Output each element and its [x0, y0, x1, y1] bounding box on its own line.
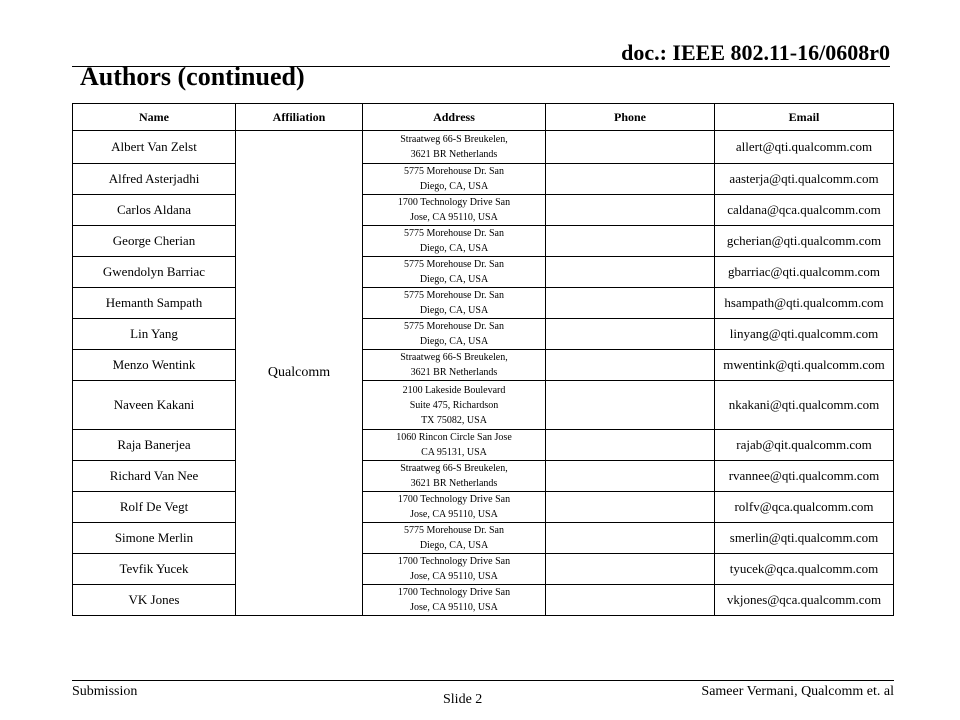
author-address — [363, 554, 546, 585]
author-email: caldana@qca.qualcomm.com — [715, 195, 894, 226]
author-name: George Cherian — [73, 226, 236, 257]
table-row — [73, 430, 894, 461]
table-row — [73, 319, 894, 350]
table-row — [73, 131, 894, 164]
table-row — [73, 492, 894, 523]
author-name: Simone Merlin — [73, 523, 236, 554]
author-email: smerlin@qti.qualcomm.com — [715, 523, 894, 554]
address-line: Diego, CA, USA — [419, 336, 489, 347]
author-phone — [546, 492, 715, 523]
author-phone — [546, 430, 715, 461]
author-name: Albert Van Zelst — [73, 131, 236, 164]
author-phone — [546, 288, 715, 319]
author-phone — [546, 319, 715, 350]
author-address — [363, 288, 546, 319]
author-address — [363, 257, 546, 288]
table-row — [73, 523, 894, 554]
author-phone — [546, 195, 715, 226]
document-id: doc.: IEEE 802.11-16/0608r0 — [621, 40, 890, 65]
author-email: hsampath@qti.qualcomm.com — [715, 288, 894, 319]
author-email: allert@qti.qualcomm.com — [715, 131, 894, 164]
author-email: rajab@qit.qualcomm.com — [715, 430, 894, 461]
address-line: Diego, CA, USA — [419, 274, 489, 285]
address-line: Straatweg 66-S Breukelen, — [400, 134, 508, 145]
author-email: gcherian@qti.qualcomm.com — [715, 226, 894, 257]
author-address — [363, 131, 546, 164]
address-line: 1700 Technology Drive San — [397, 197, 511, 208]
table-row — [73, 461, 894, 492]
address-line: 5775 Morehouse Dr. San — [404, 290, 504, 301]
author-address — [363, 492, 546, 523]
author-email: gbarriac@qti.qualcomm.com — [715, 257, 894, 288]
author-phone — [546, 554, 715, 585]
author-address — [363, 164, 546, 195]
table-header-row — [73, 104, 894, 131]
author-address — [363, 319, 546, 350]
column-header-phone: Phone — [546, 104, 715, 131]
address-line: 3621 BR Netherlands — [410, 478, 498, 489]
author-phone — [546, 523, 715, 554]
authors-table — [72, 103, 894, 616]
address-line: TX 75082, USA — [421, 414, 487, 426]
address-line: Jose, CA 95110, USA — [410, 571, 498, 582]
author-email: linyang@qti.qualcomm.com — [715, 319, 894, 350]
author-name: VK Jones — [73, 585, 236, 616]
table-row — [73, 554, 894, 585]
address-line: 2100 Lakeside Boulevard — [402, 384, 506, 396]
address-line: 1700 Technology Drive San — [397, 556, 511, 567]
table-row — [73, 381, 894, 430]
address-line: 5775 Morehouse Dr. San — [404, 525, 504, 536]
column-header-name: Name — [73, 104, 236, 131]
author-name: Richard Van Nee — [73, 461, 236, 492]
address-line: Straatweg 66-S Breukelen, — [400, 352, 508, 363]
author-name: Gwendolyn Barriac — [73, 257, 236, 288]
author-phone — [546, 131, 715, 164]
slide-title: Authors (continued) — [80, 62, 305, 91]
address-line: 3621 BR Netherlands — [410, 367, 498, 378]
author-name: Alfred Asterjadhi — [73, 164, 236, 195]
author-phone — [546, 381, 715, 430]
author-address — [363, 585, 546, 616]
author-address — [363, 381, 546, 430]
column-header-address: Address — [363, 104, 546, 131]
author-phone — [546, 350, 715, 381]
table-row — [73, 585, 894, 616]
author-email: vkjones@qca.qualcomm.com — [715, 585, 894, 616]
author-email: mwentink@qti.qualcomm.com — [715, 350, 894, 381]
author-address — [363, 523, 546, 554]
table-row — [73, 288, 894, 319]
address-line: 5775 Morehouse Dr. San — [404, 166, 504, 177]
address-line: 1060 Rincon Circle San Jose — [396, 432, 512, 443]
address-line: Jose, CA 95110, USA — [410, 509, 498, 520]
address-line: 1700 Technology Drive San — [397, 587, 511, 598]
author-address — [363, 226, 546, 257]
address-line: Suite 475, Richardson — [409, 399, 499, 411]
table-row — [73, 226, 894, 257]
footer-divider — [72, 680, 894, 681]
author-name: Hemanth Sampath — [73, 288, 236, 319]
slide-number: Slide 2 — [443, 692, 483, 707]
affiliation-cell: Qualcomm — [236, 131, 363, 616]
column-header-affiliation: Affiliation — [236, 104, 363, 131]
author-address — [363, 430, 546, 461]
footer-author: Sameer Vermani, Qualcomm et. al — [701, 684, 894, 699]
author-phone — [546, 585, 715, 616]
address-line: Jose, CA 95110, USA — [410, 212, 498, 223]
address-line: Diego, CA, USA — [419, 305, 489, 316]
address-line: 5775 Morehouse Dr. San — [404, 321, 504, 332]
address-line: 5775 Morehouse Dr. San — [404, 228, 504, 239]
author-address — [363, 350, 546, 381]
address-line: Diego, CA, USA — [419, 243, 489, 254]
footer-submission: Submission — [72, 684, 138, 699]
author-email: rvannee@qti.qualcomm.com — [715, 461, 894, 492]
table-row — [73, 195, 894, 226]
authors-table-body — [73, 131, 894, 616]
author-email: rolfv@qca.qualcomm.com — [715, 492, 894, 523]
address-line: Diego, CA, USA — [419, 181, 489, 192]
author-name: Naveen Kakani — [73, 381, 236, 430]
address-line: 5775 Morehouse Dr. San — [404, 259, 504, 270]
address-line: Straatweg 66-S Breukelen, — [400, 463, 508, 474]
author-name: Menzo Wentink — [73, 350, 236, 381]
table-row — [73, 350, 894, 381]
column-header-email: Email — [715, 104, 894, 131]
table-row — [73, 164, 894, 195]
address-line: 1700 Technology Drive San — [397, 494, 511, 505]
author-name: Raja Banerjea — [73, 430, 236, 461]
author-name: Rolf De Vegt — [73, 492, 236, 523]
author-phone — [546, 257, 715, 288]
address-line: Jose, CA 95110, USA — [410, 602, 498, 613]
author-phone — [546, 226, 715, 257]
author-name: Lin Yang — [73, 319, 236, 350]
author-email: nkakani@qti.qualcomm.com — [715, 381, 894, 430]
author-phone — [546, 461, 715, 492]
table-row — [73, 257, 894, 288]
address-line: Diego, CA, USA — [419, 540, 489, 551]
author-email: tyucek@qca.qualcomm.com — [715, 554, 894, 585]
address-line: 3621 BR Netherlands — [410, 149, 498, 160]
author-address — [363, 461, 546, 492]
author-phone — [546, 164, 715, 195]
author-address — [363, 195, 546, 226]
author-name: Carlos Aldana — [73, 195, 236, 226]
author-name: Tevfik Yucek — [73, 554, 236, 585]
author-email: aasterja@qti.qualcomm.com — [715, 164, 894, 195]
address-line: CA 95131, USA — [421, 447, 487, 458]
